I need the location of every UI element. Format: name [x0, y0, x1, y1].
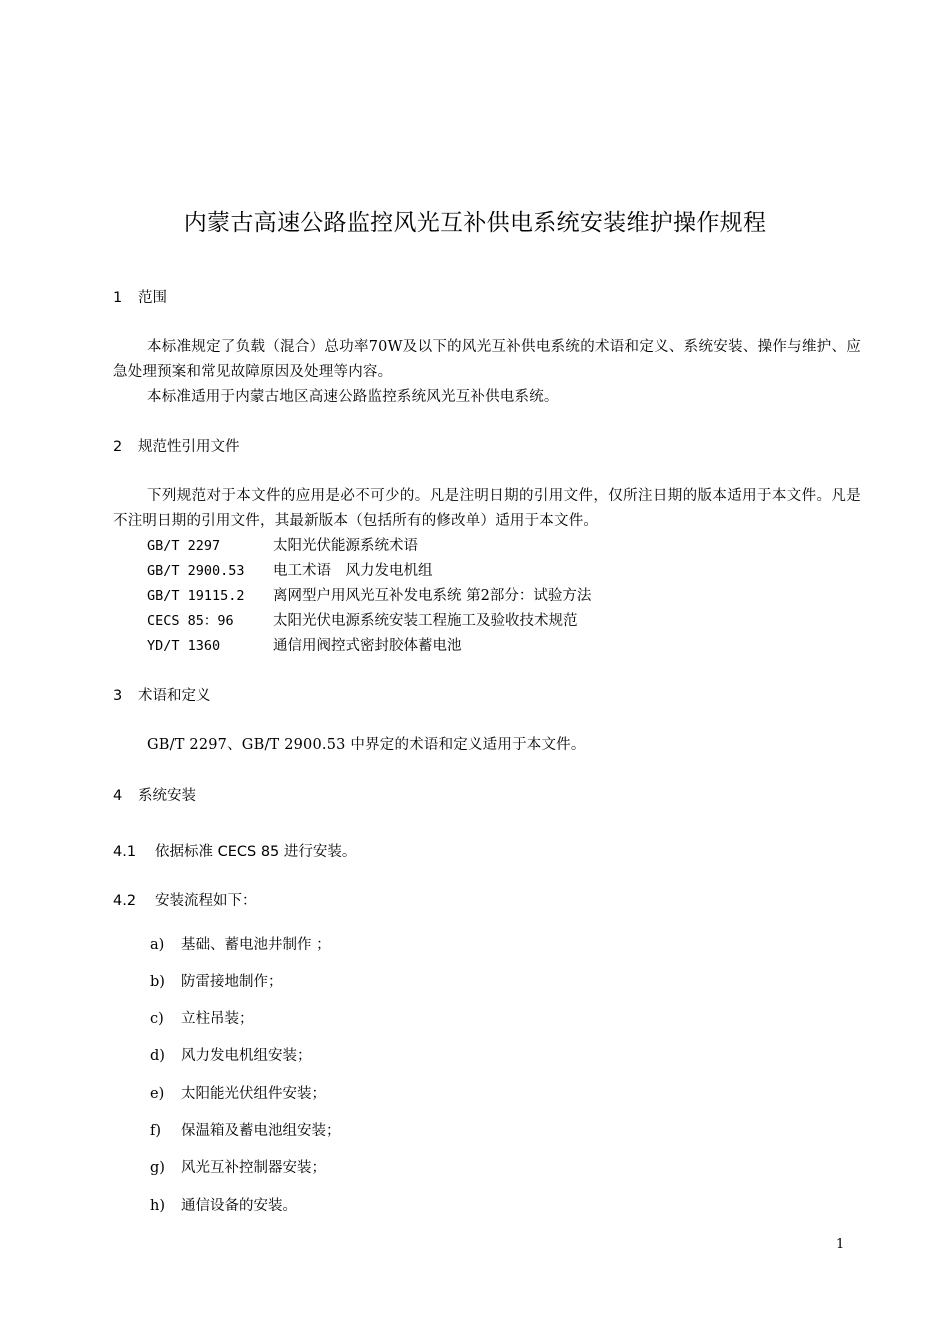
list-marker: b): [150, 974, 165, 990]
list-marker: g): [150, 1160, 165, 1176]
list-item: [150, 1009, 254, 1029]
list-item: [150, 935, 331, 955]
list-text: 基础、蓄电池井制作 ；: [181, 937, 331, 953]
reference-item: [147, 636, 462, 656]
paragraph: GB/T 2297、GB/T 2900.53 中界定的术语和定义适用于本文件。: [147, 737, 586, 753]
section-1-heading: [113, 288, 167, 308]
section-title: 系统安装: [138, 788, 196, 804]
list-text: 通信设备的安装。: [181, 1198, 297, 1214]
subsection-number: 4.1: [113, 844, 137, 860]
section-number: 4: [113, 788, 123, 804]
list-marker: h): [150, 1198, 165, 1214]
paragraph: 下列规范对于本文件的应用是必不可少的。凡是注明日期的引用文件，仅所注日期的版本适用于本文件。凡是不注明日期的引用文件，其最新版本（包括所有的修改单）适用于本文件。: [113, 488, 861, 529]
subsection-number: 4.2: [113, 893, 137, 909]
section-title: 范围: [138, 290, 167, 306]
page-number: 1: [836, 1237, 845, 1252]
reference-code: YD/T 1360: [147, 638, 221, 654]
list-item: [150, 1046, 312, 1066]
reference-code: CECS 85：96: [147, 613, 234, 629]
section-number: 3: [113, 688, 123, 704]
paragraph: 本标准规定了负载（混合）总功率70W及以下的风光互补供电系统的术语和定义、系统安装、操作与维护、应急处理预案和常见故障原因及处理等内容。: [113, 339, 861, 380]
reference-item: [147, 611, 578, 631]
list-item: [150, 972, 283, 992]
list-item: [150, 1121, 341, 1141]
list-item: [150, 1158, 326, 1178]
section-2-heading: [113, 437, 240, 457]
reference-code: GB/T 2297: [147, 538, 221, 554]
list-text: 保温箱及蓄电池组安装；: [181, 1123, 341, 1139]
subsection-4-1: [113, 842, 356, 862]
reference-name: 电工术语 风力发电机组: [273, 563, 433, 579]
subsection-4-2: [113, 891, 257, 911]
list-item: [150, 1196, 297, 1216]
document-title: 内蒙古高速公路监控风光互补供电系统安装维护操作规程: [183, 210, 767, 236]
reference-name: 通信用阀控式密封胶体蓄电池: [273, 638, 462, 654]
reference-name: 太阳光伏能源系统术语: [273, 538, 418, 554]
list-text: 防雷接地制作；: [181, 974, 283, 990]
subsection-text: 安装流程如下：: [155, 893, 257, 909]
reference-item: [147, 536, 418, 556]
paragraph: 本标准适用于内蒙古地区高速公路监控系统风光互补供电系统。: [147, 389, 559, 405]
reference-code: GB/T 2900.53: [147, 563, 245, 579]
list-marker: d): [150, 1048, 165, 1064]
section-title: 术语和定义: [138, 688, 211, 704]
reference-item: [147, 561, 433, 581]
reference-name: 太阳光伏电源系统安装工程施工及验收技术规范: [273, 613, 578, 629]
section-4-heading: [113, 786, 196, 806]
list-marker: f): [150, 1123, 162, 1139]
list-text: 风光互补控制器安装；: [181, 1160, 326, 1176]
list-item: [150, 1084, 326, 1104]
list-marker: e): [150, 1086, 165, 1102]
reference-item: [147, 586, 591, 606]
list-marker: a): [150, 937, 165, 953]
reference-name: 离网型户用风光互补发电系统 第2部分：试验方法: [273, 588, 592, 604]
section-3-heading: [113, 686, 211, 706]
section-number: 2: [113, 439, 123, 455]
list-text: 立柱吊装；: [181, 1011, 254, 1027]
reference-code: GB/T 19115.2: [147, 588, 245, 604]
list-text: 太阳能光伏组件安装；: [181, 1086, 326, 1102]
section-title: 规范性引用文件: [138, 439, 240, 455]
section-number: 1: [113, 290, 123, 306]
subsection-text: 依据标准 CECS 85 进行安装。: [155, 844, 357, 860]
list-text: 风力发电机组安装；: [181, 1048, 312, 1064]
list-marker: c): [150, 1011, 164, 1027]
